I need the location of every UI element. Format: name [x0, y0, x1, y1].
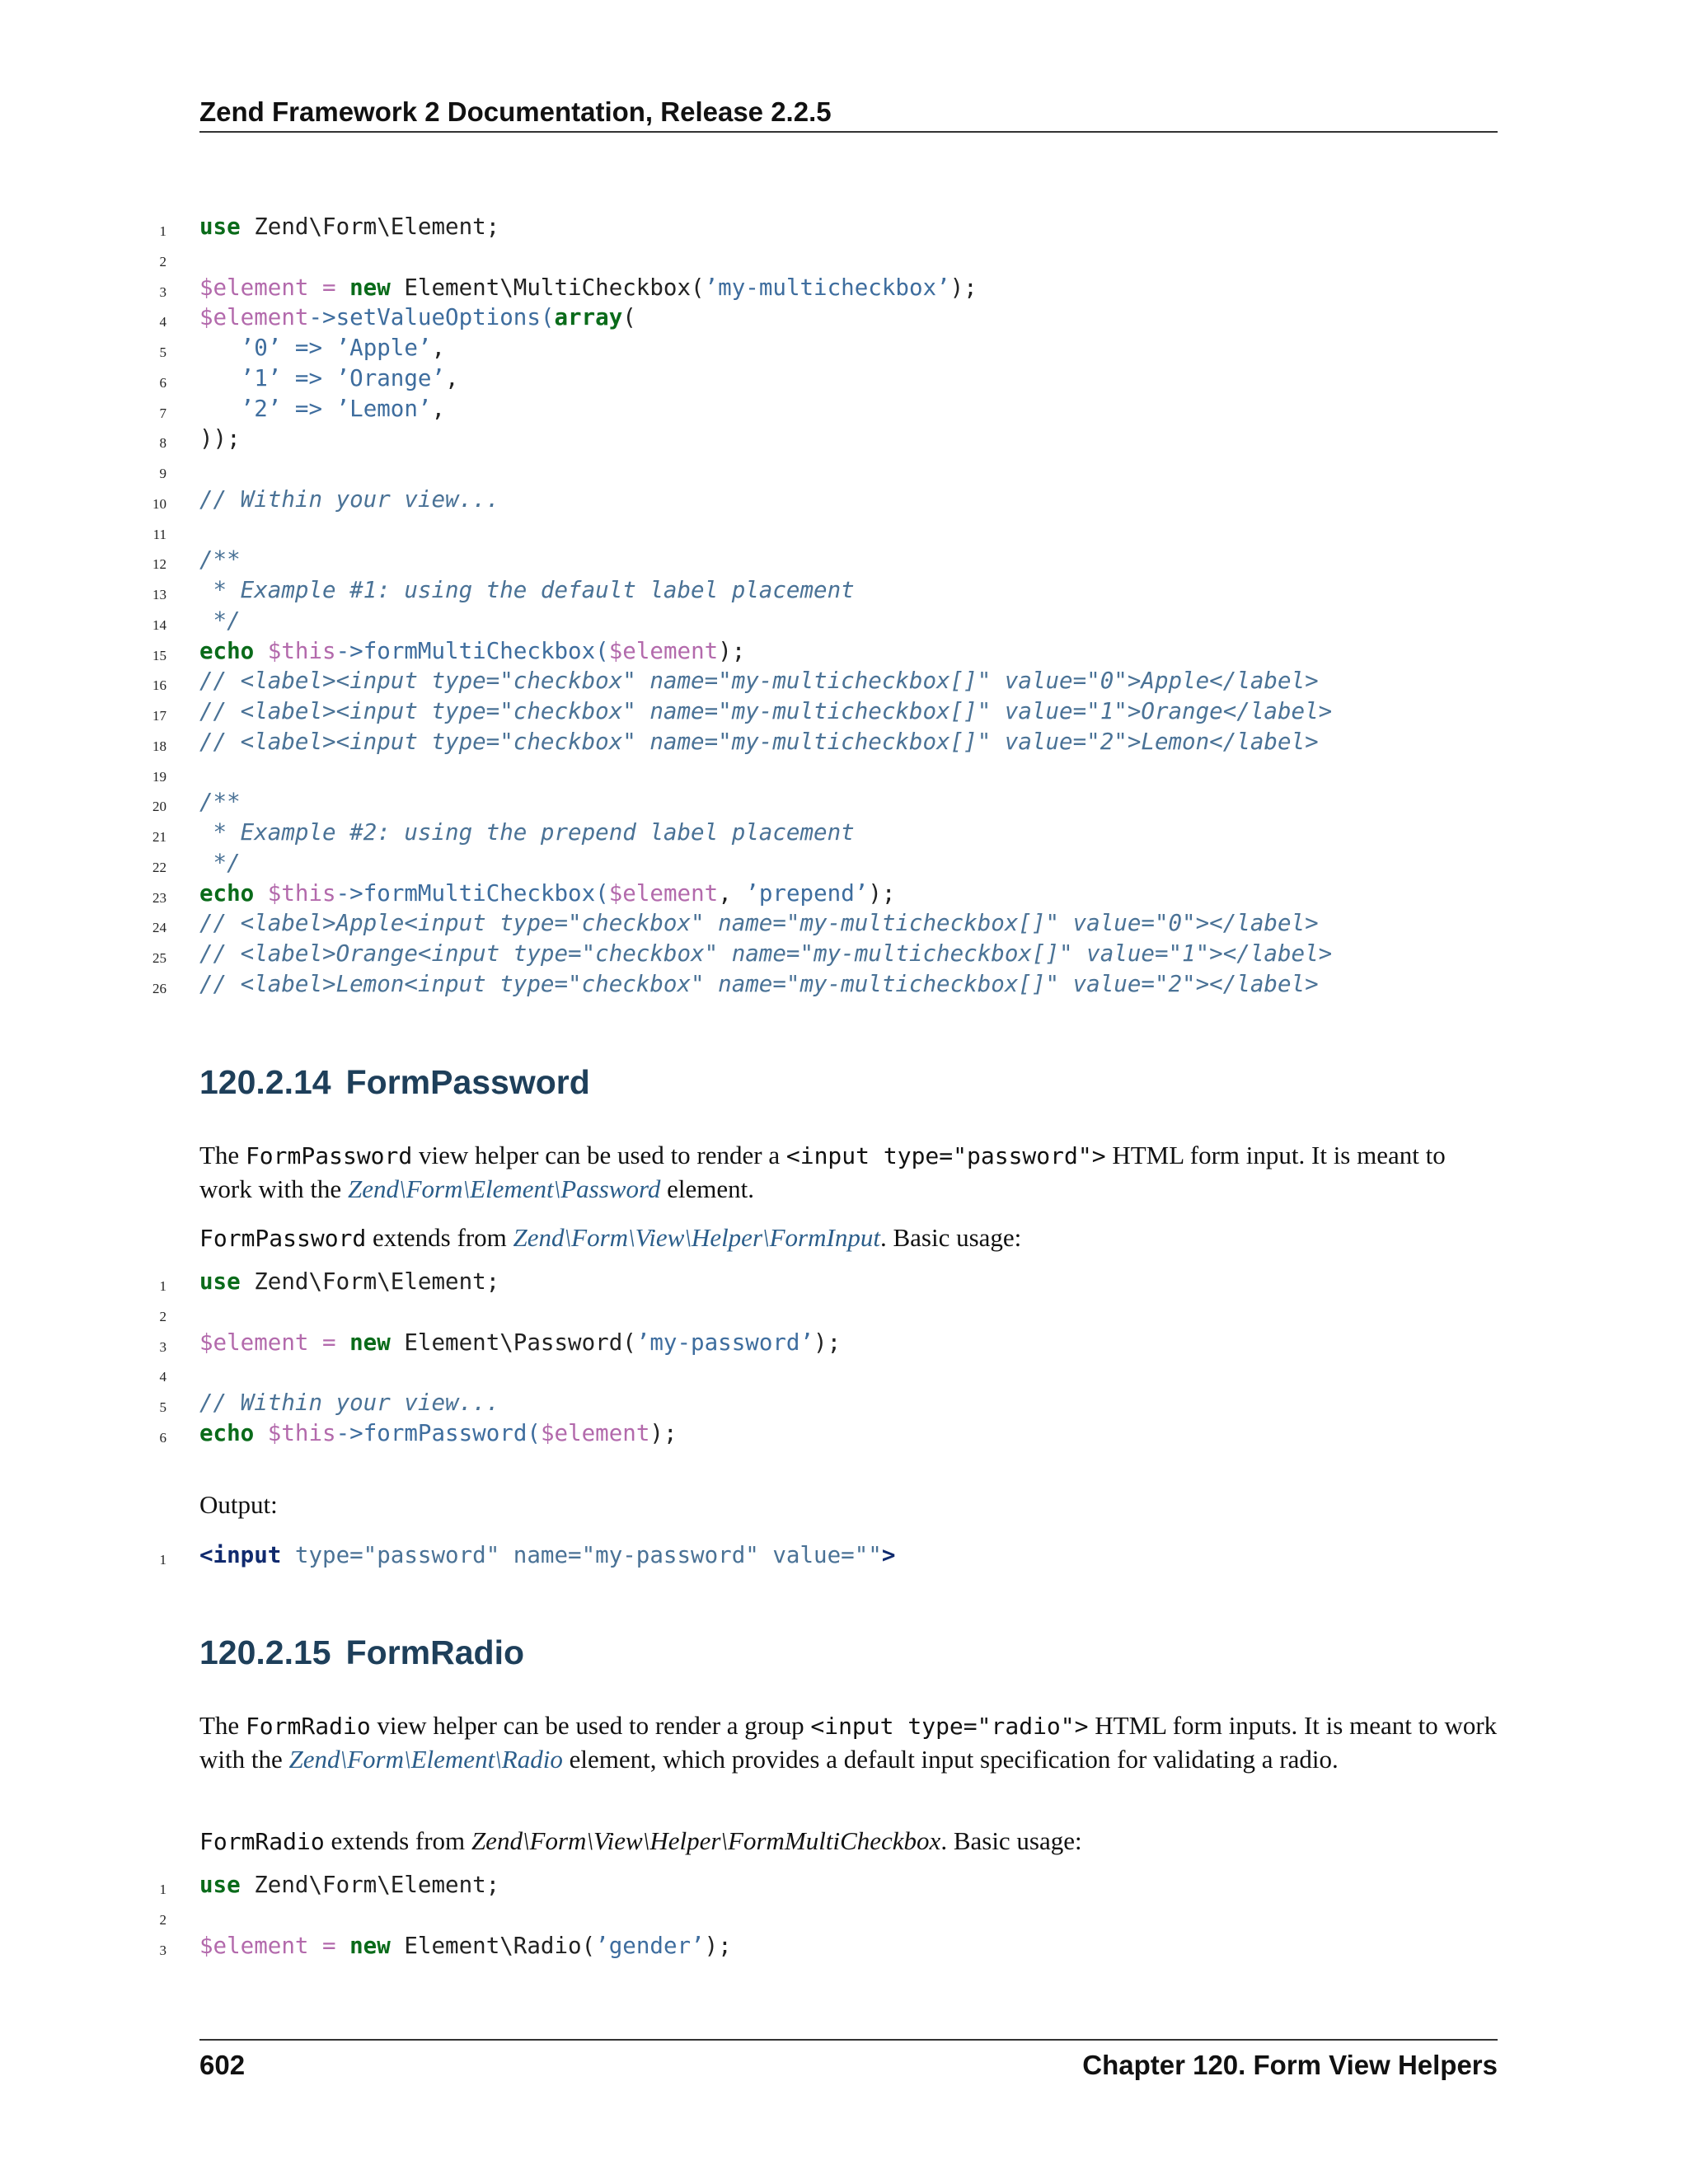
comment: /** [199, 789, 241, 816]
code-line [124, 848, 1517, 879]
comment: */ [199, 607, 241, 634]
string: ’my-password’ [635, 1329, 814, 1356]
text: element, which provides a default input specification for validating a radio. [562, 1745, 1339, 1774]
operator: = [308, 274, 350, 301]
code-text: )); [199, 425, 241, 452]
section-heading-formradio [199, 1632, 524, 1673]
keyword: new [349, 274, 391, 301]
line-number: 22 [152, 859, 166, 875]
string: ’1’ [240, 364, 282, 391]
line-number: 4 [159, 1369, 166, 1385]
code-line [124, 727, 1517, 757]
code-line [124, 273, 1517, 303]
keyword: echo [199, 1419, 255, 1446]
line-number: 5 [159, 1399, 166, 1415]
line-number: 13 [152, 587, 166, 602]
code-line [124, 394, 1517, 424]
comment: // <label><input type="checkbox" name="my-multicheckbox[]" value="1">Orange</label> [199, 698, 1333, 724]
keyword: new [349, 1932, 391, 1959]
comment: * Example #1: using the default label placement [199, 577, 855, 603]
code-text: , [445, 364, 459, 391]
text: HTML form input. It is meant to work with the [199, 1141, 1446, 1203]
line-number: 17 [152, 708, 166, 724]
code-text: Zend\Form\Element; [240, 213, 500, 240]
text: The [199, 1711, 246, 1740]
code-text: , [431, 335, 446, 361]
line-number: 9 [159, 466, 166, 481]
line-number: 19 [152, 768, 166, 785]
code-text: ); [814, 1329, 842, 1356]
paragraph [199, 1709, 1498, 1776]
code-line [124, 242, 1517, 273]
comment: // <label>Apple<input type="checkbox" name="my-multicheckbox[]" value="0"></label> [199, 910, 1319, 937]
code-text: ( [622, 304, 636, 331]
variable: $this [267, 879, 336, 907]
string: ’Lemon’ [335, 395, 432, 422]
doc-link[interactable]: Zend\Form\View\Helper\FormInput [513, 1223, 880, 1252]
code-line [124, 575, 1517, 606]
text: element. [660, 1174, 755, 1203]
keyword: use [199, 1268, 241, 1295]
line-number: 2 [159, 253, 166, 269]
code-line [124, 879, 1517, 909]
text: extends from [366, 1223, 513, 1252]
code-line [124, 1267, 1517, 1297]
footer-rule [199, 2039, 1498, 2041]
section-title: FormRadio [345, 1633, 525, 1671]
line-number: 2 [159, 1911, 166, 1928]
page-number: 602 [199, 2050, 246, 2080]
code-text: Zend\Form\Element; [240, 1872, 500, 1898]
keyword: array [554, 304, 623, 331]
code-line [124, 1328, 1517, 1358]
inline-code: <input type="password"> [785, 1142, 1106, 1169]
line-number: 11 [152, 526, 166, 542]
code-line [124, 333, 1517, 363]
comment: */ [199, 849, 241, 876]
doc-link[interactable]: Zend\Form\Element\Radio [288, 1745, 563, 1774]
code-line [124, 908, 1517, 939]
variable: $this [267, 637, 336, 664]
code-line [124, 454, 1517, 485]
code-line [124, 212, 1517, 242]
comment: * Example #2: using the prepend label placement [199, 819, 855, 846]
method: ->formPassword( [335, 1419, 541, 1446]
line-number: 24 [152, 920, 166, 936]
variable: $element [199, 1329, 309, 1356]
code-line [124, 1540, 1517, 1571]
code-text: , [718, 879, 746, 907]
method: ->formMultiCheckbox( [335, 637, 609, 664]
code-line [124, 757, 1517, 788]
inline-code: FormRadio [245, 1713, 371, 1740]
line-number: 6 [159, 374, 166, 391]
keyword: use [199, 1872, 241, 1898]
keyword: use [199, 213, 241, 240]
code-line [124, 515, 1517, 546]
code-line [124, 1357, 1517, 1388]
code-line [124, 1900, 1517, 1931]
code-text: ); [704, 1932, 732, 1959]
paragraph [199, 1825, 1498, 1858]
code-line [124, 818, 1517, 848]
line-number: 1 [159, 1552, 166, 1568]
inline-code: FormPassword [199, 1225, 367, 1252]
line-number: 15 [152, 647, 166, 663]
variable: $element [199, 274, 309, 301]
operator: => [281, 364, 336, 391]
text: . Basic usage: [940, 1826, 1082, 1855]
code-text: ); [950, 274, 978, 301]
code-line [124, 1418, 1517, 1449]
line-number: 12 [152, 556, 166, 573]
code-line [124, 969, 1517, 1000]
emphasis: Zend\Form\View\Helper\FormMultiCheckbox [471, 1826, 941, 1855]
line-number: 26 [152, 980, 166, 996]
line-number: 5 [159, 344, 166, 360]
output-label: Output: [199, 1490, 278, 1519]
comment: /** [199, 546, 241, 574]
code-line [124, 666, 1517, 696]
keyword: echo [199, 879, 255, 907]
code-line [124, 1297, 1517, 1328]
code-line [124, 636, 1517, 667]
line-number: 8 [159, 435, 166, 452]
code-block-multicheckbox [124, 212, 1517, 1000]
code-text: Zend\Form\Element; [240, 1268, 500, 1295]
string: ’0’ [240, 335, 282, 361]
string: ’Orange’ [335, 364, 446, 391]
comment: // Within your view... [199, 1390, 500, 1416]
line-number: 18 [152, 738, 166, 754]
running-header: Zend Framework 2 Documentation, Release 2.2.5 [199, 96, 832, 127]
variable: $element [540, 1419, 650, 1446]
variable: $this [267, 1419, 336, 1446]
method: ->setValueOptions( [308, 304, 555, 331]
code-block-radio [124, 1870, 1517, 1961]
method: ->formMultiCheckbox( [335, 879, 609, 907]
code-line [124, 787, 1517, 818]
code-text: , [431, 395, 446, 422]
comment: // <label>Orange<input type="checkbox" name="my-multicheckbox[]" value="1"></label> [199, 940, 1333, 967]
text: HTML form inputs. It is meant to work with the [199, 1711, 1498, 1774]
line-number: 3 [159, 284, 166, 300]
code-block-password [124, 1267, 1517, 1449]
code-line [124, 302, 1517, 333]
code-line [124, 696, 1517, 727]
code-line [124, 363, 1517, 394]
operator: => [281, 335, 336, 361]
code-text: ); [649, 1419, 678, 1446]
code-line [124, 606, 1517, 636]
inline-code: <input type="radio"> [810, 1713, 1089, 1740]
operator: = [308, 1329, 350, 1356]
string: ’prepend’ [745, 879, 869, 907]
section-heading-formpassword [199, 1062, 590, 1103]
operator: => [281, 395, 336, 422]
code-text: ); [718, 637, 746, 664]
line-number: 2 [159, 1308, 166, 1324]
line-number: 10 [152, 495, 166, 512]
code-line [124, 939, 1517, 969]
code-text: Element\Radio( [390, 1932, 596, 1959]
inline-code: FormPassword [245, 1142, 413, 1169]
code-line [124, 424, 1517, 454]
chapter-title: Chapter 120. Form View Helpers [1082, 2050, 1498, 2080]
line-number: 3 [159, 1338, 166, 1355]
string: ’Apple’ [335, 335, 432, 361]
variable: $element [608, 637, 719, 664]
keyword: echo [199, 637, 255, 664]
string: ’gender’ [595, 1932, 705, 1959]
code-line [124, 1388, 1517, 1418]
line-number: 4 [159, 314, 166, 330]
text: extends from [324, 1826, 471, 1855]
keyword: new [349, 1329, 391, 1356]
line-number: 20 [152, 799, 166, 815]
variable: $element [199, 1932, 309, 1959]
header-rule [199, 131, 1498, 133]
string: ’2’ [240, 395, 282, 422]
comment: // <label>Lemon<input type="checkbox" name="my-multicheckbox[]" value="2"></label> [199, 970, 1319, 997]
variable: $element [199, 304, 309, 331]
text: . Basic usage: [879, 1223, 1022, 1252]
line-number: 21 [152, 829, 166, 845]
doc-link[interactable]: Zend\Form\Element\Password [347, 1174, 661, 1203]
line-number: 23 [152, 889, 166, 906]
code-line [124, 1931, 1517, 1961]
line-number: 1 [159, 1278, 166, 1294]
line-number: 7 [159, 405, 166, 421]
string: ’my-multicheckbox’ [704, 274, 950, 301]
html-tag: <input [199, 1542, 282, 1568]
operator: = [308, 1932, 350, 1959]
line-number: 14 [152, 616, 166, 633]
text: view helper can be used to render a [412, 1141, 786, 1169]
section-number: 120.2.15 [199, 1633, 331, 1671]
line-number: 16 [152, 677, 166, 694]
line-number: 1 [159, 223, 166, 239]
comment: // <label><input type="checkbox" name="my-multicheckbox[]" value="2">Lemon</label> [199, 728, 1319, 755]
paragraph [199, 1221, 1498, 1255]
code-line [124, 1870, 1517, 1900]
line-number: 1 [159, 1882, 166, 1897]
text: The [199, 1141, 246, 1169]
html-tag: > [881, 1542, 896, 1568]
variable: $element [608, 879, 719, 907]
code-line [124, 485, 1517, 515]
line-number: 3 [159, 1942, 166, 1958]
line-number: 6 [159, 1429, 166, 1446]
code-line [124, 545, 1517, 575]
section-title: FormPassword [345, 1063, 590, 1101]
comment: // <label><input type="checkbox" name="my-multicheckbox[]" value="0">Apple</label> [199, 668, 1319, 695]
inline-code: FormRadio [199, 1828, 325, 1855]
code-text: Element\Password( [390, 1329, 636, 1356]
section-number: 120.2.14 [199, 1063, 331, 1101]
comment: // Within your view... [199, 485, 500, 513]
paragraph [199, 1139, 1498, 1206]
text: view helper can be used to render a group [370, 1711, 811, 1740]
code-block-output [124, 1540, 1517, 1571]
line-number: 25 [152, 950, 166, 966]
running-footer [199, 2047, 1498, 2083]
code-text: ); [868, 879, 896, 907]
code-text: Element\MultiCheckbox( [390, 274, 705, 301]
html-attributes: type="password" name="my-password" value="" [281, 1542, 882, 1568]
